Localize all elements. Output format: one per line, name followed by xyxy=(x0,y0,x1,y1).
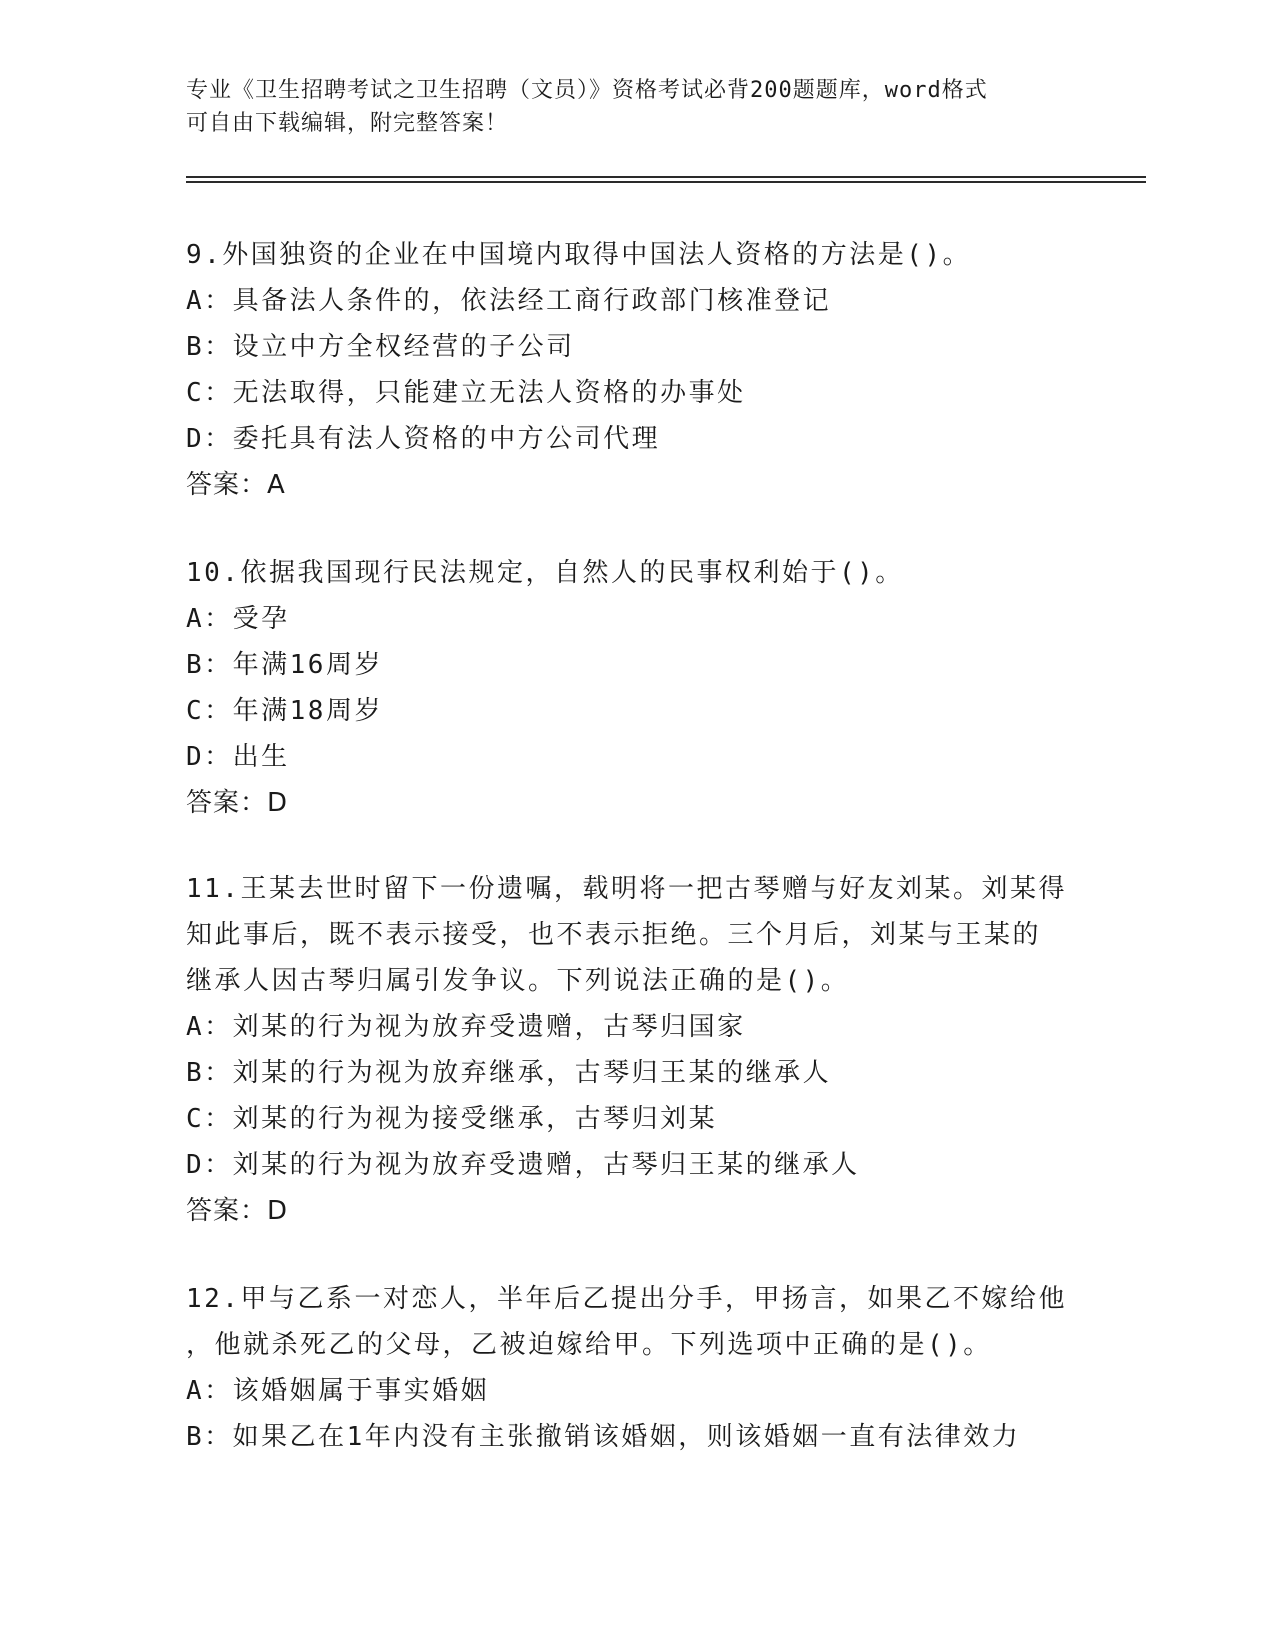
question-stem-line-1: 12.甲与乙系一对恋人，半年后乙提出分手，甲扬言，如果乙不嫁给他 xyxy=(186,1284,1067,1314)
option-b: B：年满16周岁 xyxy=(186,650,383,680)
option-d: D：刘某的行为视为放弃受遗赠，古琴归王某的继承人 xyxy=(186,1150,860,1180)
document-header xyxy=(186,74,1066,140)
option-c: C：刘某的行为视为接受继承，古琴归刘某 xyxy=(186,1104,718,1134)
answer: 答案：A xyxy=(186,470,286,500)
option-d: D：出生 xyxy=(186,742,290,772)
option-a: A：该婚姻属于事实婚姻 xyxy=(186,1376,490,1406)
option-b: B：刘某的行为视为放弃继承，古琴归王某的继承人 xyxy=(186,1058,832,1088)
option-b: B：设立中方全权经营的子公司 xyxy=(186,332,575,362)
option-a: A：受孕 xyxy=(186,604,290,634)
question-stem: 9.外国独资的企业在中国境内取得中国法人资格的方法是()。 xyxy=(186,240,972,270)
question-stem-line-3: 继承人因古琴归属引发争议。下列说法正确的是()。 xyxy=(186,966,850,996)
question-9 xyxy=(186,232,1086,508)
option-b: B：如果乙在1年内没有主张撤销该婚姻，则该婚姻一直有法律效力 xyxy=(186,1422,1021,1452)
answer: 答案：D xyxy=(186,788,289,818)
question-stem: 10.依据我国现行民法规定，自然人的民事权利始于()。 xyxy=(186,558,904,588)
question-11 xyxy=(186,866,1086,1234)
option-a: A：具备法人条件的，依法经工商行政部门核准登记 xyxy=(186,286,832,316)
option-c: C：年满18周岁 xyxy=(186,696,383,726)
header-divider-top xyxy=(186,176,1146,178)
answer: 答案：D xyxy=(186,1196,289,1226)
question-12 xyxy=(186,1276,1086,1460)
question-10 xyxy=(186,550,1086,826)
question-stem-line-2: ，他就杀死乙的父母，乙被迫嫁给甲。下列选项中正确的是()。 xyxy=(186,1330,992,1360)
header-divider-bottom xyxy=(186,181,1146,183)
question-stem-line-2: 知此事后，既不表示接受，也不表示拒绝。三个月后，刘某与王某的 xyxy=(186,920,1042,950)
header-line-1: 专业《卫生招聘考试之卫生招聘（文员）》资格考试必背200题题库，word格式 xyxy=(186,78,988,103)
question-stem-line-1: 11.王某去世时留下一份遗嘱，载明将一把古琴赠与好友刘某。刘某得 xyxy=(186,874,1067,904)
header-line-2: 可自由下载编辑，附完整答案！ xyxy=(186,111,509,136)
option-a: A：刘某的行为视为放弃受遗赠，古琴归国家 xyxy=(186,1012,746,1042)
option-d: D：委托具有法人资格的中方公司代理 xyxy=(186,424,661,454)
option-c: C：无法取得，只能建立无法人资格的办事处 xyxy=(186,378,746,408)
